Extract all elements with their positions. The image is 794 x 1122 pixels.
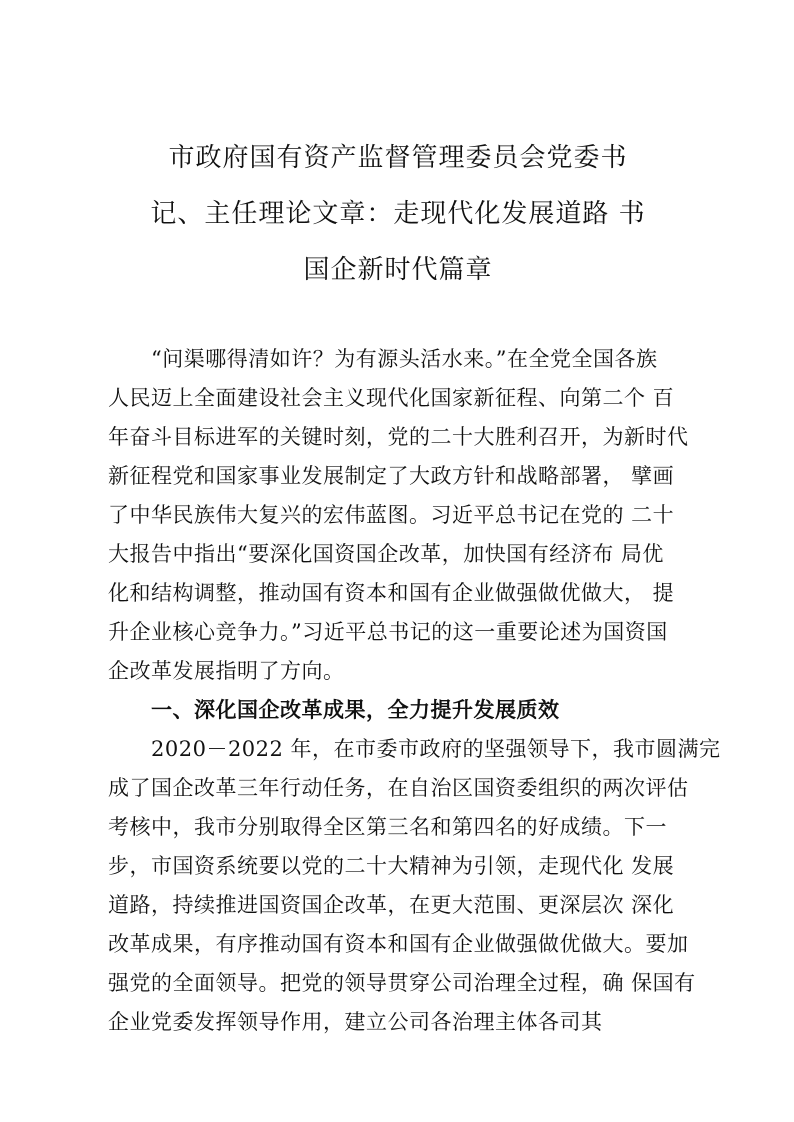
document-body — [108, 340, 721, 1042]
text-line: 新征程党和国家事业发展制定了大政方针和战略部署， 擘画 — [108, 464, 675, 488]
text-line: 大报告中指出“要深化国资国企改革，加快国有经济布 局优 — [108, 542, 664, 566]
text-line: 道路，持续推进国资国企改革，在更大范围、更深层次 深化 — [108, 893, 675, 917]
text-line: 步，市国资系统要以党的二十大精神为引领，走现代化 发展 — [108, 854, 675, 878]
text-line: 人民迈上全面建设社会主义现代化国家新征程、向第二个 百 — [108, 386, 675, 410]
text-line: 了中华民族伟大复兴的宏伟蓝图。习近平总书记在党的 二十 — [108, 503, 675, 527]
title-line: 记、主任理论文章：走现代化发展道路 书 — [150, 199, 646, 229]
text-line: 企改革发展指明了方向。 — [108, 659, 345, 683]
paragraph-intro — [108, 340, 708, 691]
text-line: 年奋斗目标进军的关键时刻，党的二十大胜利召开，为新时代 — [108, 425, 689, 449]
title-line: 国企新时代篇章 — [303, 255, 493, 285]
text-line: 企业党委发挥领导作用，建立公司各治理主体各司其 — [108, 1010, 603, 1034]
text-line: 成了国企改革三年行动任务，在自治区国资委组织的两次评估 — [108, 776, 689, 800]
text-line: 考核中，我市分别取得全区第三名和第四名的好成绩。下一 — [108, 815, 667, 839]
section-heading: 一、深化国企改革成果，全力提升发展质效 — [108, 698, 560, 722]
text-line: 改革成果，有序推动国有资本和国有企业做强做优做大。要加 — [108, 932, 689, 956]
text-line: 升企业核心竞争力。”习近平总书记的这一重要论述为国资国 — [108, 620, 668, 644]
document-title — [108, 130, 688, 298]
text-line: 2020－2022 年，在市委市政府的坚强领导下，我市圆满完 — [108, 737, 721, 761]
paragraph-section-1 — [108, 730, 721, 1042]
text-line: “问渠哪得清如许？为有源头活水来。”在全党全国各族 — [108, 347, 658, 371]
text-line: 化和结构调整，推动国有资本和国有企业做强做优做大， 提 — [108, 581, 675, 605]
title-line: 市政府国有资产监督管理委员会党委书 — [168, 143, 628, 173]
text-line: 强党的全面领导。把党的领导贯穿公司治理全过程，确 保国有 — [108, 971, 696, 995]
